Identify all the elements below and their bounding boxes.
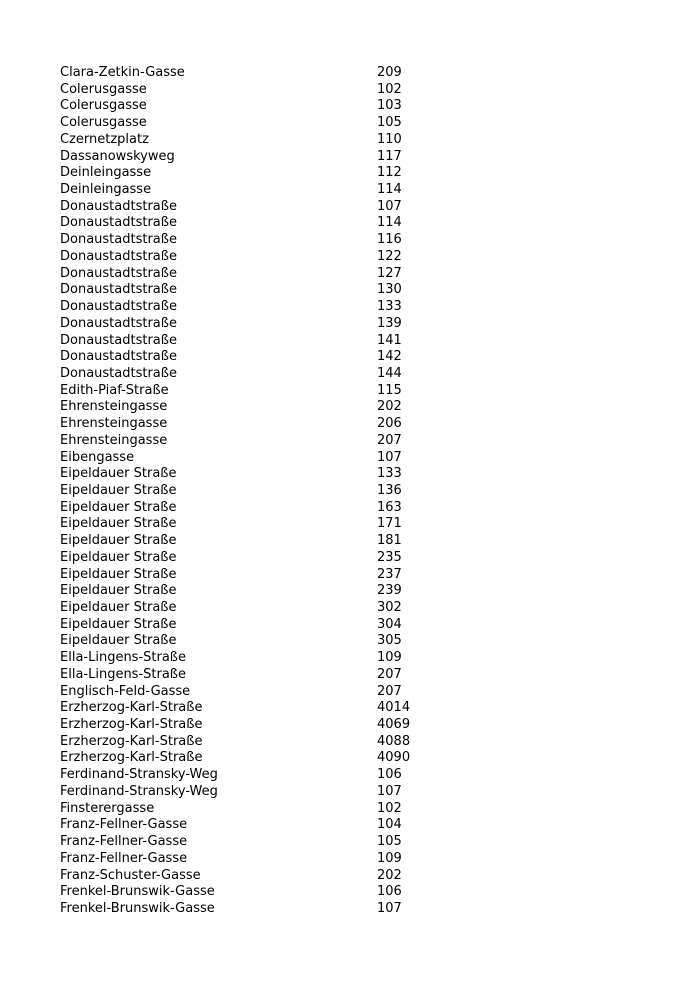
list-item — [60, 65, 460, 82]
street-name: Donaustadtstraße — [60, 265, 177, 281]
list-item — [60, 483, 460, 500]
street-name: Donaustadtstraße — [60, 215, 177, 231]
house-number: 107 — [377, 783, 402, 799]
house-number: 144 — [377, 365, 402, 381]
list-item — [60, 349, 460, 366]
street-name: Eipeldauer Straße — [60, 633, 177, 649]
street-name: Eipeldauer Straße — [60, 549, 177, 565]
street-name: Eipeldauer Straße — [60, 533, 177, 549]
address-list — [60, 65, 460, 918]
house-number: 105 — [377, 834, 402, 850]
list-item — [60, 299, 460, 316]
house-number: 304 — [377, 616, 402, 632]
house-number: 105 — [377, 115, 402, 131]
list-item — [60, 366, 460, 383]
street-name: Ehrensteingasse — [60, 416, 168, 432]
house-number: 106 — [377, 767, 402, 783]
list-item — [60, 851, 460, 868]
list-item — [60, 383, 460, 400]
house-number: 122 — [377, 248, 402, 264]
house-number: 114 — [377, 215, 402, 231]
list-item — [60, 801, 460, 818]
house-number: 117 — [377, 148, 402, 164]
house-number: 114 — [377, 182, 402, 198]
list-item — [60, 316, 460, 333]
street-name: Ella-Lingens-Straße — [60, 666, 186, 682]
house-number: 133 — [377, 466, 402, 482]
street-name: Donaustadtstraße — [60, 299, 177, 315]
house-number: 115 — [377, 382, 402, 398]
house-number: 4088 — [377, 733, 411, 749]
list-item — [60, 149, 460, 166]
list-item — [60, 750, 460, 767]
list-item — [60, 500, 460, 517]
street-name: Erzherzog-Karl-Straße — [60, 700, 203, 716]
street-name: Colerusgasse — [60, 81, 147, 97]
list-item — [60, 567, 460, 584]
list-item — [60, 533, 460, 550]
list-item — [60, 868, 460, 885]
house-number: 239 — [377, 583, 402, 599]
list-item — [60, 834, 460, 851]
list-item — [60, 901, 460, 918]
house-number: 142 — [377, 349, 402, 365]
house-number: 302 — [377, 600, 402, 615]
street-name: Ella-Lingens-Straße — [60, 650, 186, 666]
house-number: 136 — [377, 482, 402, 498]
list-item — [60, 734, 460, 751]
house-number: 127 — [377, 265, 402, 281]
house-number: 102 — [377, 800, 402, 816]
list-item — [60, 399, 460, 416]
house-number: 235 — [377, 549, 402, 565]
list-item — [60, 232, 460, 249]
house-number: 139 — [377, 315, 402, 331]
list-item — [60, 784, 460, 801]
house-number: 133 — [377, 299, 402, 315]
street-name: Ferdinand-Stransky-Weg — [60, 783, 218, 799]
street-name: Donaustadtstraße — [60, 365, 177, 381]
street-name: Donaustadtstraße — [60, 282, 177, 298]
list-item — [60, 583, 460, 600]
street-name: Ehrensteingasse — [60, 432, 168, 448]
house-number: 107 — [377, 198, 402, 214]
street-name: Dassanowskyweg — [60, 148, 175, 164]
house-number: 107 — [377, 449, 402, 465]
house-number: 107 — [377, 900, 402, 916]
house-number: 4069 — [377, 717, 411, 733]
house-number: 206 — [377, 416, 402, 432]
list-item — [60, 282, 460, 299]
house-number: 181 — [377, 533, 402, 549]
street-name: Franz-Schuster-Gasse — [60, 867, 201, 883]
street-name: Eipeldauer Straße — [60, 499, 177, 515]
house-number: 171 — [377, 516, 402, 532]
street-name: Deinleingasse — [60, 182, 152, 198]
house-number: 207 — [377, 432, 402, 448]
list-item — [60, 884, 460, 901]
list-item — [60, 132, 460, 149]
list-item — [60, 700, 460, 717]
street-name: Eipeldauer Straße — [60, 583, 177, 599]
list-item — [60, 717, 460, 734]
list-item — [60, 550, 460, 567]
list-item — [60, 249, 460, 266]
list-item — [60, 266, 460, 283]
house-number: 104 — [377, 817, 402, 833]
street-name: Erzherzog-Karl-Straße — [60, 717, 203, 733]
street-name: Franz-Fellner-Gasse — [60, 834, 188, 850]
list-item — [60, 82, 460, 99]
street-name: Eipeldauer Straße — [60, 466, 177, 482]
street-name: Ehrensteingasse — [60, 399, 168, 415]
list-item — [60, 600, 460, 617]
house-number: 305 — [377, 633, 402, 649]
list-item — [60, 667, 460, 684]
street-name: Eibengasse — [60, 449, 135, 465]
street-name: Erzherzog-Karl-Straße — [60, 750, 203, 766]
list-item — [60, 333, 460, 350]
list-item — [60, 450, 460, 467]
street-name: Eipeldauer Straße — [60, 616, 177, 632]
house-number: 110 — [377, 131, 402, 147]
street-name: Eipeldauer Straße — [60, 600, 177, 615]
street-name: Erzherzog-Karl-Straße — [60, 733, 203, 749]
list-item — [60, 165, 460, 182]
house-number: 130 — [377, 282, 402, 298]
list-item — [60, 98, 460, 115]
street-name: Frenkel-Brunswik-Gasse — [60, 884, 215, 900]
list-item — [60, 633, 460, 650]
street-name: Donaustadtstraße — [60, 332, 177, 348]
house-number: 237 — [377, 566, 402, 582]
street-name: Donaustadtstraße — [60, 248, 177, 264]
house-number: 4090 — [377, 750, 411, 766]
house-number: 202 — [377, 867, 402, 883]
list-item — [60, 817, 460, 834]
house-number: 106 — [377, 884, 402, 900]
list-item — [60, 416, 460, 433]
street-name: Czernetzplatz — [60, 131, 149, 147]
list-item — [60, 433, 460, 450]
house-number: 4014 — [377, 700, 411, 716]
house-number: 207 — [377, 666, 402, 682]
list-item — [60, 684, 460, 701]
list-item — [60, 182, 460, 199]
list-item — [60, 115, 460, 132]
list-item — [60, 617, 460, 634]
street-name: Frenkel-Brunswik-Gasse — [60, 900, 215, 916]
list-item — [60, 199, 460, 216]
house-number: 209 — [377, 65, 402, 80]
street-name: Donaustadtstraße — [60, 232, 177, 248]
house-number: 116 — [377, 232, 402, 248]
street-name: Deinleingasse — [60, 165, 152, 181]
house-number: 141 — [377, 332, 402, 348]
street-name: Colerusgasse — [60, 98, 147, 114]
street-name: Englisch-Feld-Gasse — [60, 683, 191, 699]
street-name: Eipeldauer Straße — [60, 516, 177, 532]
house-number: 163 — [377, 499, 402, 515]
street-name: Ferdinand-Stransky-Weg — [60, 767, 218, 783]
street-name: Eipeldauer Straße — [60, 566, 177, 582]
list-item — [60, 466, 460, 483]
street-name: Finsterergasse — [60, 800, 155, 816]
house-number: 112 — [377, 165, 402, 181]
street-name: Eipeldauer Straße — [60, 482, 177, 498]
house-number: 109 — [377, 650, 402, 666]
list-item — [60, 516, 460, 533]
house-number: 103 — [377, 98, 402, 114]
street-name: Clara-Zetkin-Gasse — [60, 65, 185, 80]
street-name: Donaustadtstraße — [60, 315, 177, 331]
street-name: Donaustadtstraße — [60, 349, 177, 365]
house-number: 207 — [377, 683, 402, 699]
house-number: 102 — [377, 81, 402, 97]
street-name: Donaustadtstraße — [60, 198, 177, 214]
list-item — [60, 215, 460, 232]
street-name: Edith-Piaf-Straße — [60, 382, 169, 398]
house-number: 109 — [377, 850, 402, 866]
street-name: Colerusgasse — [60, 115, 147, 131]
list-item — [60, 650, 460, 667]
street-name: Franz-Fellner-Gasse — [60, 850, 188, 866]
list-item — [60, 767, 460, 784]
house-number: 202 — [377, 399, 402, 415]
street-name: Franz-Fellner-Gasse — [60, 817, 188, 833]
